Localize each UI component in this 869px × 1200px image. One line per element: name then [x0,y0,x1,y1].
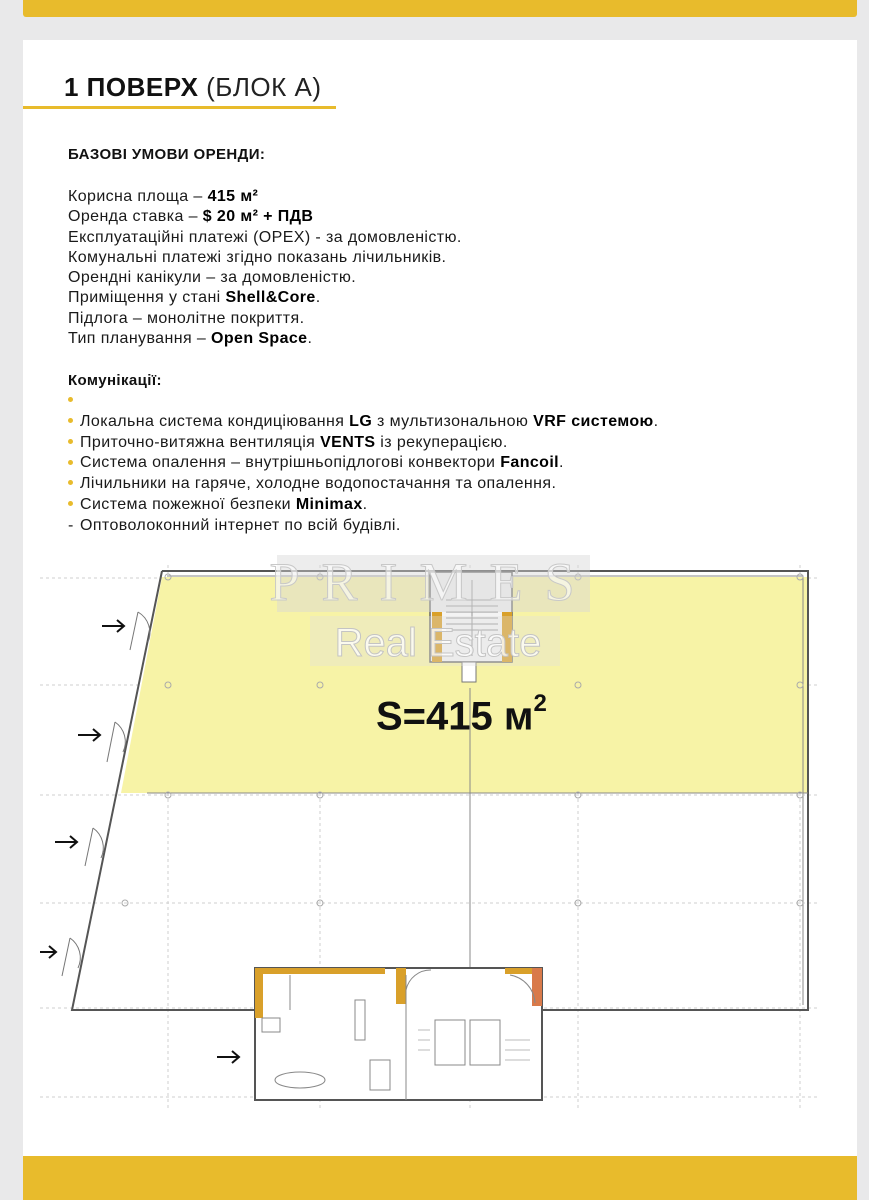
area-label [376,690,547,739]
term-highlight: Open Space [211,330,308,348]
term-text: Корисна площа – [68,188,208,205]
communication-text: Лічильники на гаряче, холодне водопостачання та опалення. [80,475,557,493]
communication-item [68,412,658,433]
term-line [68,329,462,349]
base-terms-list [68,187,462,349]
term-text: Приміщення у стані [68,289,226,307]
communication-text: з мультизональною [372,412,534,430]
page-title [64,72,322,103]
communication-item [68,495,658,516]
communication-text: . [559,454,564,472]
term-line [68,309,462,329]
bullet-icon [68,501,73,506]
title-floor: 1 ПОВЕРХ [64,72,199,102]
communication-item [68,474,658,495]
communication-highlight: Minimax [295,495,363,513]
watermark-logo-text: PRIMES [269,555,597,612]
bottom-accent-band [23,1156,857,1200]
dash-marker: - [68,516,74,534]
communication-item [68,453,658,474]
term-text: Експлуатаційні платежі (OPEX) - за домовленістю. [68,228,462,246]
communication-text: Приточно-витяжна вентиляція [80,433,321,451]
term-line [68,187,462,207]
term-suffix: . [315,289,321,307]
top-accent-band [23,0,857,17]
bullet-icon [68,397,73,402]
communication-text: . [653,412,659,430]
term-line [68,268,462,288]
bullet-icon [68,460,73,465]
service-block [255,968,542,1100]
area-value: S=415 м [376,694,534,739]
communication-item [68,391,658,412]
communications-list [68,391,658,537]
base-terms-title: БАЗОВІ УМОВИ ОРЕНДИ: [68,146,266,163]
term-highlight: 415 м² [207,188,259,205]
bullet-icon [68,480,73,485]
term-line [68,228,462,248]
term-text: Тип планування – [68,330,211,348]
communication-text: . [362,495,368,513]
term-text: Оренда ставка – [68,208,203,226]
term-line [68,207,462,227]
bullet-icon [68,439,73,444]
communications-title: Комунікації: [68,372,162,389]
communication-highlight: VRF системою [533,412,654,430]
facade-doors [62,612,150,976]
term-text: Підлога – монолітне покриття. [68,309,305,327]
term-suffix: . [307,330,313,348]
communication-highlight: LG [349,412,373,430]
communication-highlight: Fancoil [500,454,560,472]
communication-item [68,516,658,537]
watermark [269,555,596,666]
term-text: Комунальні платежі згідно показань лічильників. [68,248,447,266]
term-line [68,288,462,308]
bullet-icon [68,418,73,423]
term-line [68,248,462,268]
communication-text: із рекуперацією. [375,433,508,451]
term-text: Орендні канікули – за домовленістю. [68,269,357,287]
term-highlight: Shell&Core [225,289,316,307]
communication-text: Система пожежної безпеки [80,495,296,513]
communication-text: Система опалення – внутрішньопідлогові конвектори [80,454,501,472]
floor-plan [40,555,820,1115]
communication-text: Локальна система кондиціювання [80,412,350,430]
area-unit-superscript: 2 [533,690,547,717]
communication-highlight: VENTS [320,433,376,451]
term-highlight: $ 20 м² + ПДВ [202,208,314,226]
communication-item [68,433,658,454]
title-block: (БЛОК А) [206,72,322,102]
watermark-subtitle: Real Estate [334,621,542,665]
communication-text: Оптоволоконний інтернет по всій будівлі. [80,516,401,534]
title-underline [23,106,336,109]
